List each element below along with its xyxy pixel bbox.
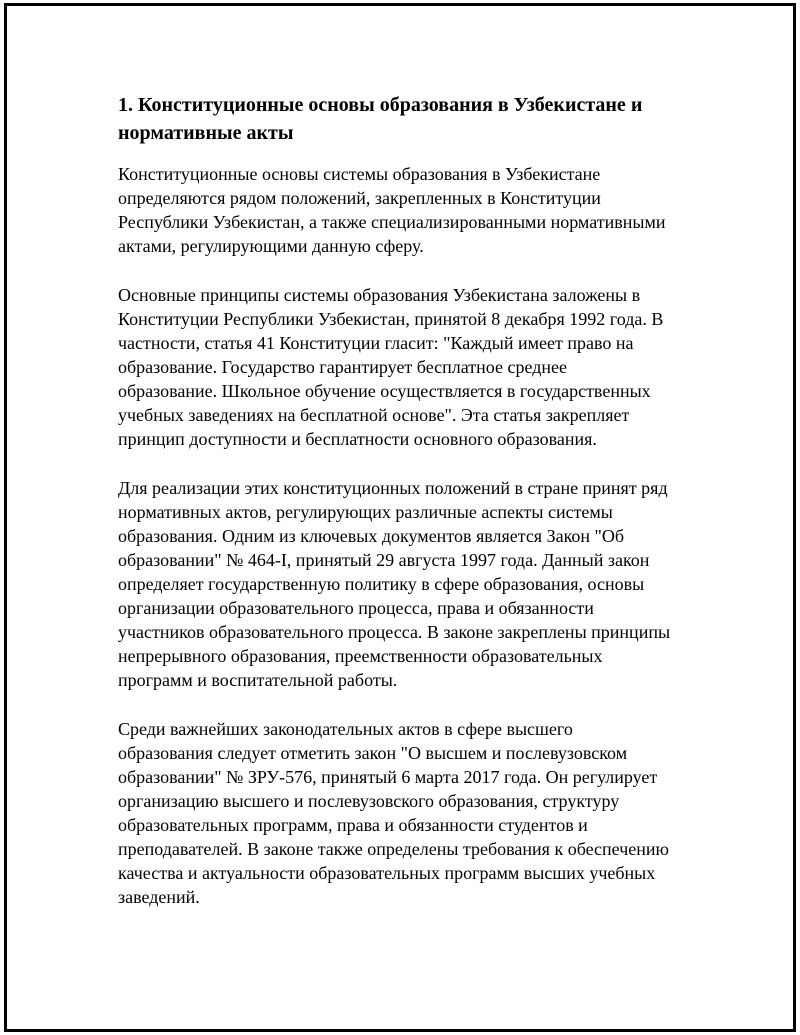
paragraph-line: Среди важнейших законодательных актов в сфере высшего [118, 719, 573, 739]
paragraph-line: Для реализации этих конституционных положений в стране принят ряд [118, 478, 668, 498]
paragraph-line: образование. Школьное обучение осуществляется в государственных [118, 381, 651, 401]
paragraph-line: организацию высшего и послевузовского образования, структуру [118, 791, 620, 811]
paragraph-3 [118, 476, 738, 692]
paragraph-line: определяются рядом положений, закрепленных в Конституции [118, 188, 601, 208]
paragraph-line: образовательных программ, права и обязанности студентов и [118, 815, 588, 835]
paragraph-line: организации образовательного процесса, права и обязанности [118, 598, 594, 618]
paragraph-line: качества и актуальности образовательных программ высших учебных [118, 863, 656, 883]
heading-line: 1. Конституционные основы образования в Узбекистане и [118, 94, 643, 116]
paragraph-line: нормативных актов, регулирующих различные аспекты системы [118, 502, 613, 522]
heading-line: нормативные акты [118, 122, 294, 144]
paragraph-1 [118, 162, 738, 258]
paragraph-line: Основные принципы системы образования Узбекистана заложены в [118, 285, 641, 305]
paragraph-line: Конституционные основы системы образования в Узбекистане [118, 164, 601, 184]
paragraph-line: актами, регулирующими данную сферу. [118, 236, 424, 256]
paragraph-line: Конституции Республики Узбекистан, принятой 8 декабря 1992 года. В [118, 309, 664, 329]
paragraph-line: принцип доступности и бесплатности основного образования. [118, 429, 597, 449]
paragraph-line: определяет государственную политику в сфере образования, основы [118, 574, 645, 594]
paragraph-line: образования. Одним из ключевых документов является Закон "Об [118, 526, 625, 546]
paragraph-line: образовании" № 464-I, принятый 29 августа 1997 года. Данный закон [118, 550, 650, 570]
paragraph-line: Республики Узбекистан, а также специализированными нормативными [118, 212, 666, 232]
document-content [118, 91, 738, 934]
paragraph-line: непрерывного образования, преемственности образовательных [118, 646, 603, 666]
paragraph-line: образовании" № ЗРУ-576, принятый 6 марта 2017 года. Он регулирует [118, 767, 658, 787]
paragraph-line: преподавателей. В законе также определены требования к обеспечению [118, 839, 669, 859]
paragraph-2 [118, 283, 738, 451]
paragraph-line: учебных заведениях на бесплатной основе". Эта статья закрепляет [118, 405, 630, 425]
paragraph-line: участников образовательного процесса. В законе закреплены принципы [118, 622, 671, 642]
paragraph-line: образования следует отметить закон "О высшем и послевузовском [118, 743, 628, 763]
paragraph-line: частности, статья 41 Конституции гласит: "Каждый имеет право на [118, 333, 634, 353]
paragraph-line: образование. Государство гарантирует бесплатное среднее [118, 357, 568, 377]
paragraph-line: программ и воспитательной работы. [118, 670, 398, 690]
paragraph-line: заведений. [118, 887, 200, 907]
section-heading [118, 91, 738, 147]
paragraph-4 [118, 717, 738, 909]
